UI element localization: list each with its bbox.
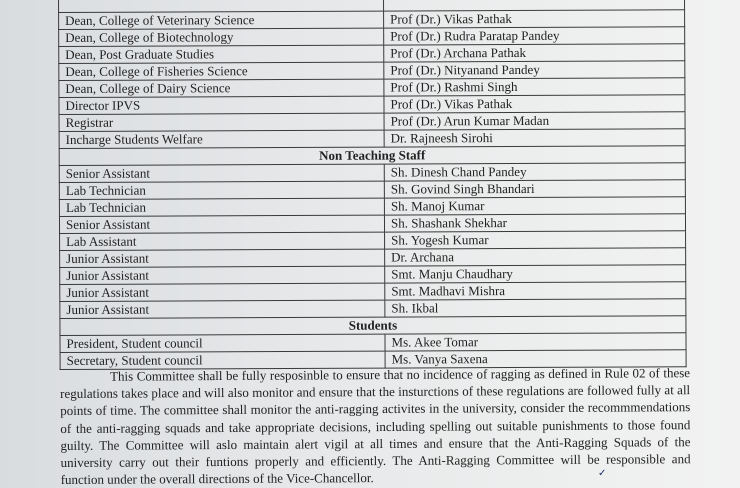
paragraph-line: of these regulations takes place and will also monitor and ensure that the insturctions of these regulations are — [60, 365, 690, 401]
role-cell: Dean, College of Veterinary Science — [59, 11, 384, 29]
role-cell: Junior Assistant — [60, 300, 385, 318]
paragraph-line: consider the recommmendations of the anti-ragging squads and take appropriate decisions, including spelling — [60, 400, 690, 436]
name-cell: Dr. Archana — [385, 248, 686, 266]
name-cell: Prof (Dr.) Nityanand Pandey — [384, 61, 685, 79]
name-cell: Prof (Dr.) Archana Pathak — [384, 44, 685, 62]
paragraph-line: ensure that the Anti-Ragging Squads of the university carry out their funtions properly and efficiently. The — [61, 434, 691, 470]
paragraph-line: This Committee shall be fully resposinble to ensure that no incidence of ragging as defined in Rule 02 — [110, 365, 646, 383]
committee-table-body — [59, 0, 687, 369]
role-cell: Incharge Students Welfare — [59, 130, 384, 148]
name-cell: Sh. Manoj Kumar — [384, 197, 685, 215]
name-cell: Ms. Akee Tomar — [385, 333, 686, 351]
name-cell: Prof (Dr.) Vikas Pathak — [384, 10, 685, 28]
role-cell: Dean, College of Fisheries Science — [59, 62, 384, 80]
paragraph-text — [60, 364, 691, 488]
role-cell: Dean, College of Biotechnology — [59, 28, 384, 46]
name-cell: Dr. Rajneesh Sirohi — [384, 129, 685, 147]
role-cell: Registrar — [59, 113, 384, 131]
paragraph-line: followed fully at all points of time. The committee shall monitor the anti-ragging activites in the university, — [60, 382, 690, 418]
role-cell: Dean, College of Dairy Science — [59, 79, 384, 97]
name-cell: Sh. Shashank Shekhar — [384, 214, 685, 232]
name-cell: Prof (Dr.) Arun Kumar Madan — [384, 112, 685, 130]
name-cell: Prof (Dr.) Vikas Pathak — [384, 95, 685, 113]
paragraph-line: out suitable punishments to those found guilty. The Committee will aslo maintain alert vigil at all times and — [60, 417, 690, 453]
role-cell: Junior Assistant — [60, 266, 385, 284]
role-cell: Lab Technician — [59, 198, 384, 216]
paragraph-line: Anti-Ragging Committee will be responsible and function under the overall directions of the Vice-Chancellor. — [61, 451, 691, 487]
role-cell: Junior Assistant — [60, 249, 385, 267]
role-cell: Dean, Post Graduate Studies — [59, 45, 384, 63]
section-heading-non-teaching-label: Non Teaching Staff — [59, 146, 685, 166]
role-cell: President, Student council — [60, 334, 385, 352]
role-cell: Secretary, Student council — [60, 351, 385, 369]
committee-paragraph — [60, 364, 691, 488]
name-cell: Sh. Yogesh Kumar — [385, 231, 686, 249]
role-cell: Senior Assistant — [59, 215, 384, 233]
name-cell: Prof (Dr.) Rashmi Singh — [384, 78, 685, 96]
name-cell: Smt. Manju Chaudhary — [385, 265, 686, 283]
role-cell: Lab Assistant — [60, 232, 385, 250]
role-cell: Lab Technician — [59, 181, 384, 199]
committee-table — [58, 0, 687, 370]
name-cell: Sh. Dinesh Chand Pandey — [384, 163, 685, 181]
role-cell: Senior Assistant — [59, 164, 384, 182]
role-cell: Junior Assistant — [60, 283, 385, 301]
ink-mark-icon: ✓ — [598, 470, 604, 478]
role-cell: Director IPVS — [59, 96, 384, 114]
name-cell: Smt. Madhavi Mishra — [385, 282, 686, 300]
section-heading-students-label: Students — [60, 316, 686, 336]
name-cell: Ms. Vanya Saxena — [385, 350, 686, 368]
name-cell: Sh. Ikbal — [385, 299, 686, 317]
name-cell: Sh. Govind Singh Bhandari — [384, 180, 685, 198]
name-cell: Prof (Dr.) Rudra Paratap Pandey — [384, 27, 685, 45]
